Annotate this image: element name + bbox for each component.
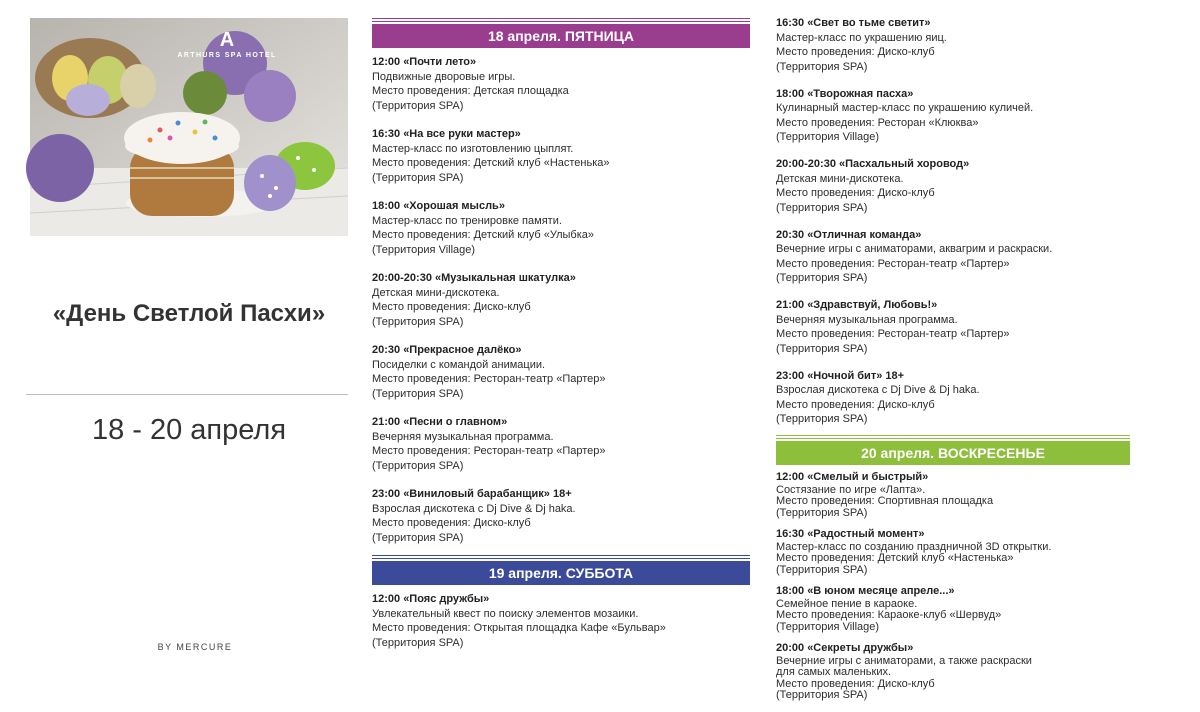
event-title-line: 16:30 «На все руки мастер» (372, 128, 521, 140)
event-detail-line: Мастер-класс по созданию праздничной 3D открытки. (776, 540, 1052, 553)
event-title-line: 18:00 «Творожная пасха» (776, 87, 914, 100)
event-detail-line: Вечерняя музыкальная программа. (372, 430, 554, 443)
event-detail-line: Взрослая дискотека с Dj Dive & Dj haka. (372, 502, 576, 515)
event-detail-line: Место проведения: Диско-клуб (372, 301, 531, 313)
divider (26, 394, 348, 395)
event-item (372, 487, 750, 545)
event-detail-line: Место проведения: Диско-клуб (776, 677, 935, 690)
event-detail-line: Место проведения: Диско-клуб (372, 517, 531, 529)
event-title-line: 12:00 «Пояс дружбы» (372, 593, 490, 605)
event-title-line: 12:00 «Смелый и быстрый» (776, 471, 929, 483)
event-item (776, 16, 1130, 74)
event-detail-line: Детская мини-дискотека. (776, 172, 904, 185)
day-events-saturday (372, 592, 750, 650)
event-title-line: 23:00 «Ночной бит» 18+ (776, 369, 905, 382)
event-detail-line: Место проведения: Спортивная площадка (776, 495, 994, 507)
easter-photo (30, 18, 348, 236)
event-detail-line: Место проведения: Диско-клуб (776, 187, 935, 199)
event-detail-line: (Территория Village) (372, 243, 476, 256)
event-detail-line: (Территория Village) (776, 131, 880, 143)
event-detail-line: (Территория SPA) (372, 99, 464, 112)
day-header-saturday (372, 555, 750, 587)
event-detail-line: (Территория SPA) (776, 689, 868, 701)
event-detail-line: Место проведения: Ресторан-театр «Партер» (372, 373, 606, 385)
event-item (776, 586, 1130, 633)
event-item (372, 127, 750, 185)
event-detail-line: Подвижные дворовые игры. (372, 70, 516, 83)
schedule-column-1 (372, 18, 750, 664)
event-detail-line: (Территория SPA) (372, 636, 464, 649)
event-detail-line: Вечерние игры с аниматорами, а также раскраски (776, 654, 1032, 667)
event-item (372, 271, 750, 329)
event-detail-line: Кулинарный мастер-класс по украшению куличей. (776, 102, 1034, 114)
event-detail-line: Место проведения: Диско-клуб (776, 398, 935, 411)
day-header-label: 19 апреля. СУББОТА (372, 561, 750, 585)
event-item (372, 343, 750, 401)
event-detail-line: (Территория Village) (776, 620, 880, 633)
event-title-line: 16:30 «Свет во тьме светит» (776, 17, 931, 29)
header-rule (776, 435, 1130, 439)
event-title-line: 20:30 «Отличная команда» (776, 228, 922, 241)
event-detail-line: Место проведения: Открытая площадка Кафе «Бульвар» (372, 622, 666, 634)
event-item (776, 87, 1130, 145)
day-header-label: 20 апреля. ВОСКРЕСЕНЬЕ (776, 441, 1130, 465)
event-detail-line: Место проведения: Детский клуб «Настенька» (776, 552, 1014, 564)
header-rule (372, 18, 750, 22)
event-detail-line: (Территория SPA) (372, 531, 464, 544)
event-item (372, 55, 750, 113)
event-title-line: 23:00 «Виниловый барабанщик» 18+ (372, 488, 572, 500)
event-item (372, 199, 750, 257)
event-detail-line: Место проведения: Детский клуб «Настенька» (372, 157, 610, 169)
hotel-logo-name: ARTHURS SPA HOTEL (177, 52, 277, 59)
event-detail-line: Место проведения: Детская площадка (372, 85, 569, 97)
event-detail-line: Место проведения: Детский клуб «Улыбка» (372, 229, 594, 241)
event-title-line: 20:00 «Секреты дружбы» (776, 642, 914, 654)
event-item (372, 592, 750, 650)
event-title-line: 12:00 «Почти лето» (372, 56, 477, 68)
event-detail-line: для самых маленьких. (776, 666, 892, 678)
event-detail-line: (Территория SPA) (372, 459, 464, 472)
day-events-saturday-cont (776, 16, 1130, 427)
event-detail-line: Место проведения: Ресторан-театр «Партер» (372, 445, 606, 457)
event-detail-line: Мастер-класс по тренировке памяти. (372, 214, 562, 227)
event-detail-line: (Территория SPA) (776, 413, 868, 425)
event-detail-line: Место проведения: Ресторан-театр «Партер» (776, 257, 1010, 270)
event-detail-line: (Территория SPA) (776, 201, 868, 214)
event-detail-line: Место проведения: Диско-клуб (776, 46, 935, 58)
event-detail-line: (Территория SPA) (776, 60, 868, 73)
event-dates: 18 - 20 апреля (91, 414, 287, 446)
event-detail-line: Место проведения: Ресторан-театр «Партер» (776, 328, 1010, 340)
event-detail-line: Посиделки с командой анимации. (372, 358, 546, 371)
event-item (776, 369, 1130, 427)
event-detail-line: Вечерние игры с аниматорами, аквагрим и раскраски. (776, 243, 1053, 255)
event-title-line: 16:30 «Радостный момент» (776, 528, 925, 540)
event-detail-line: (Территория SPA) (776, 342, 868, 355)
header-rule (372, 555, 750, 559)
event-title-line: 20:00-20:30 «Музыкальная шкатулка» (372, 272, 576, 284)
event-item (776, 472, 1130, 519)
event-detail-line: Состязание по игре «Лапта». (776, 483, 926, 496)
brand-footer: BY MERCURE (157, 642, 233, 652)
day-header-sunday (776, 435, 1130, 467)
event-title: «День Светлой Пасхи» (52, 300, 326, 327)
event-detail-line: Увлекательный квест по поиску элементов мозаики. (372, 607, 639, 620)
hotel-logo (167, 30, 287, 59)
event-title-line: 20:00-20:30 «Пасхальный хоровод» (776, 158, 970, 170)
day-events-friday (372, 55, 750, 545)
schedule-column-2 (776, 16, 1130, 712)
event-item (776, 298, 1130, 356)
event-detail-line: Мастер-класс по украшению яиц. (776, 31, 947, 44)
event-detail-line: Взрослая дискотека с Dj Dive & Dj haka. (776, 384, 980, 396)
event-title-line: 18:00 «В юном месяце апреле...» (776, 585, 955, 597)
event-detail-line: (Территория SPA) (776, 563, 868, 576)
event-detail-line: (Территория SPA) (372, 387, 464, 400)
event-title-line: 21:00 «Песни о главном» (372, 416, 508, 428)
event-detail-line: (Территория SPA) (776, 506, 868, 519)
event-detail-line: (Территория SPA) (776, 272, 868, 284)
event-item (776, 228, 1130, 286)
event-item (372, 415, 750, 473)
day-events-sunday (776, 472, 1130, 702)
event-title-line: 18:00 «Хорошая мысль» (372, 200, 505, 212)
event-item (776, 529, 1130, 576)
event-item (776, 157, 1130, 215)
event-detail-line: Место проведения: Караоке-клуб «Шервуд» (776, 609, 1002, 621)
event-detail-line: Место проведения: Ресторан «Клюква» (776, 116, 979, 129)
event-detail-line: (Территория SPA) (372, 171, 464, 184)
event-detail-line: Мастер-класс по изготовлению цыплят. (372, 142, 574, 155)
event-detail-line: (Территория SPA) (372, 315, 464, 328)
event-title-line: 20:30 «Прекрасное далёко» (372, 344, 522, 356)
event-detail-line: Вечерняя музыкальная программа. (776, 313, 958, 326)
day-header-friday (372, 18, 750, 50)
event-title-line: 21:00 «Здравствуй, Любовь!» (776, 299, 938, 311)
event-detail-line: Детская мини-дискотека. (372, 286, 500, 299)
hotel-logo-mark: A (219, 29, 235, 51)
day-header-label: 18 апреля. ПЯТНИЦА (372, 24, 750, 48)
event-detail-line: Семейное пение в караоке. (776, 597, 918, 610)
event-item (776, 643, 1130, 702)
